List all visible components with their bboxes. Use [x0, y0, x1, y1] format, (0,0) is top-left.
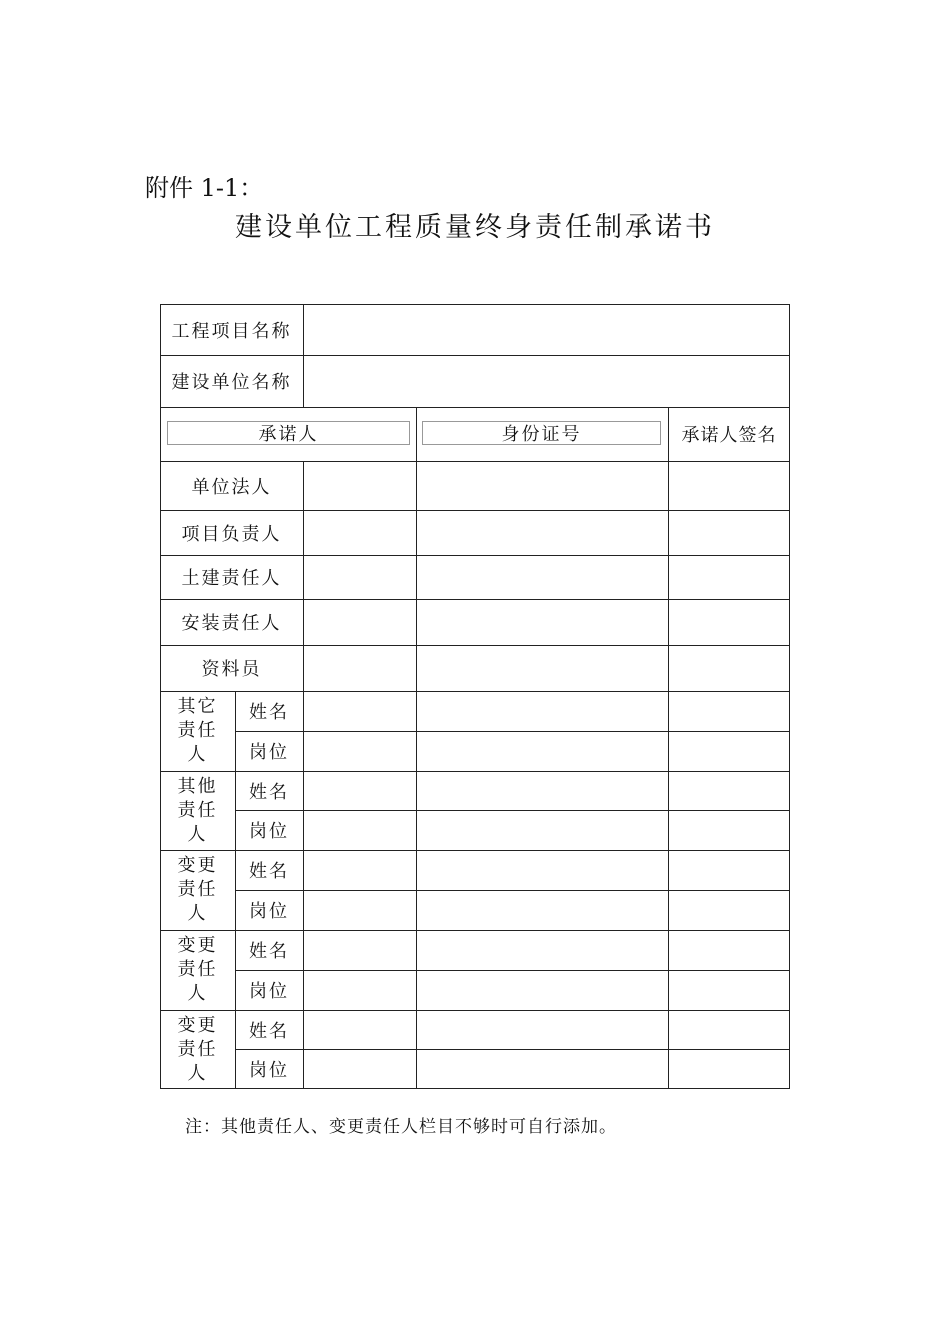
column-header-promisor: 承诺人 [167, 421, 410, 445]
id-number-cell[interactable] [416, 810, 668, 850]
promisor-name-cell[interactable] [303, 1049, 416, 1089]
id-number-cell[interactable] [416, 771, 668, 810]
promisor-name-cell[interactable] [303, 461, 416, 510]
group-label-line: 变更 [177, 1014, 218, 1036]
signature-cell[interactable] [668, 510, 790, 555]
footnote: 注：其他责任人、变更责任人栏目不够时可自行添加。 [185, 1117, 617, 1137]
role-label: 资料员 [201, 659, 262, 680]
group-label-line: 变更 [177, 935, 218, 956]
sub-label-post: 岗位 [249, 742, 289, 763]
column-header-id-number: 身份证号 [422, 421, 661, 445]
group-label-line: 人 [187, 744, 208, 765]
promisor-name-cell[interactable] [303, 850, 416, 890]
signature-cell[interactable] [668, 1049, 790, 1089]
sub-label-post: 岗位 [249, 1060, 289, 1081]
project-name-label: 工程项目名称 [171, 320, 292, 342]
group-label-line: 责任 [177, 799, 218, 821]
column-header-signature: 承诺人签名 [681, 425, 777, 446]
signature-cell[interactable] [668, 599, 790, 645]
id-number-cell[interactable] [416, 461, 668, 510]
promisor-name-cell[interactable] [303, 1010, 416, 1049]
id-number-cell[interactable] [416, 970, 668, 1010]
promisor-name-cell[interactable] [303, 510, 416, 555]
sub-label-post: 岗位 [249, 901, 289, 922]
id-number-cell[interactable] [416, 691, 668, 731]
group-label-line: 人 [187, 823, 208, 845]
id-number-cell[interactable] [416, 930, 668, 970]
promisor-name-cell[interactable] [303, 810, 416, 850]
signature-cell[interactable] [668, 930, 790, 970]
group-label-line: 责任 [177, 959, 218, 980]
id-number-cell[interactable] [416, 1010, 668, 1049]
id-number-cell[interactable] [416, 599, 668, 645]
signature-cell[interactable] [668, 731, 790, 771]
builder-name-label: 建设单位名称 [171, 372, 292, 393]
group-label [160, 1010, 235, 1089]
group-label [160, 691, 235, 771]
id-number-cell[interactable] [416, 890, 668, 930]
group-label [160, 850, 235, 930]
role-label: 项目负责人 [181, 523, 282, 545]
sub-label-post: 岗位 [249, 821, 289, 842]
sub-label-name: 姓名 [249, 781, 289, 803]
signature-cell[interactable] [668, 850, 790, 890]
group-label-line: 其它 [177, 696, 218, 717]
sub-label-post: 岗位 [249, 981, 289, 1002]
id-number-cell[interactable] [416, 645, 668, 691]
document-title: 建设单位工程质量终身责任制承诺书 [235, 212, 715, 243]
group-label-line: 责任 [177, 720, 218, 741]
signature-cell[interactable] [668, 555, 790, 599]
promisor-name-cell[interactable] [303, 691, 416, 731]
signature-cell[interactable] [668, 645, 790, 691]
id-number-cell[interactable] [416, 1049, 668, 1089]
promisor-name-cell[interactable] [303, 970, 416, 1010]
promisor-name-cell[interactable] [303, 599, 416, 645]
signature-cell[interactable] [668, 771, 790, 810]
promisor-name-cell[interactable] [303, 645, 416, 691]
builder-name-field[interactable] [303, 355, 790, 407]
sub-label-name: 姓名 [249, 702, 289, 723]
group-label-line: 人 [187, 1062, 208, 1084]
signature-cell[interactable] [668, 1010, 790, 1049]
id-number-cell[interactable] [416, 731, 668, 771]
promisor-name-cell[interactable] [303, 930, 416, 970]
id-number-cell[interactable] [416, 510, 668, 555]
sub-label-name: 姓名 [249, 1020, 289, 1042]
promisor-name-cell[interactable] [303, 731, 416, 771]
group-label-line: 责任 [177, 879, 218, 900]
sub-label-name: 姓名 [249, 941, 289, 962]
role-label: 土建责任人 [181, 568, 282, 589]
group-label-line: 其他 [177, 775, 218, 797]
group-label [160, 930, 235, 1010]
signature-cell[interactable] [668, 810, 790, 850]
promisor-name-cell[interactable] [303, 890, 416, 930]
signature-cell[interactable] [668, 691, 790, 731]
promisor-name-cell[interactable] [303, 771, 416, 810]
role-label: 安装责任人 [181, 613, 282, 634]
id-number-cell[interactable] [416, 850, 668, 890]
role-label: 单位法人 [191, 476, 272, 498]
promisor-name-cell[interactable] [303, 555, 416, 599]
signature-cell[interactable] [668, 890, 790, 930]
sub-label-name: 姓名 [249, 861, 289, 882]
group-label [160, 771, 235, 850]
attachment-label: 附件 1-1： [145, 174, 264, 202]
signature-cell[interactable] [668, 970, 790, 1010]
group-label-line: 责任 [177, 1038, 218, 1060]
id-number-cell[interactable] [416, 555, 668, 599]
group-label-line: 人 [187, 983, 208, 1004]
project-name-field[interactable] [303, 304, 790, 355]
group-label-line: 变更 [177, 855, 218, 876]
group-label-line: 人 [187, 903, 208, 924]
signature-cell[interactable] [668, 461, 790, 510]
